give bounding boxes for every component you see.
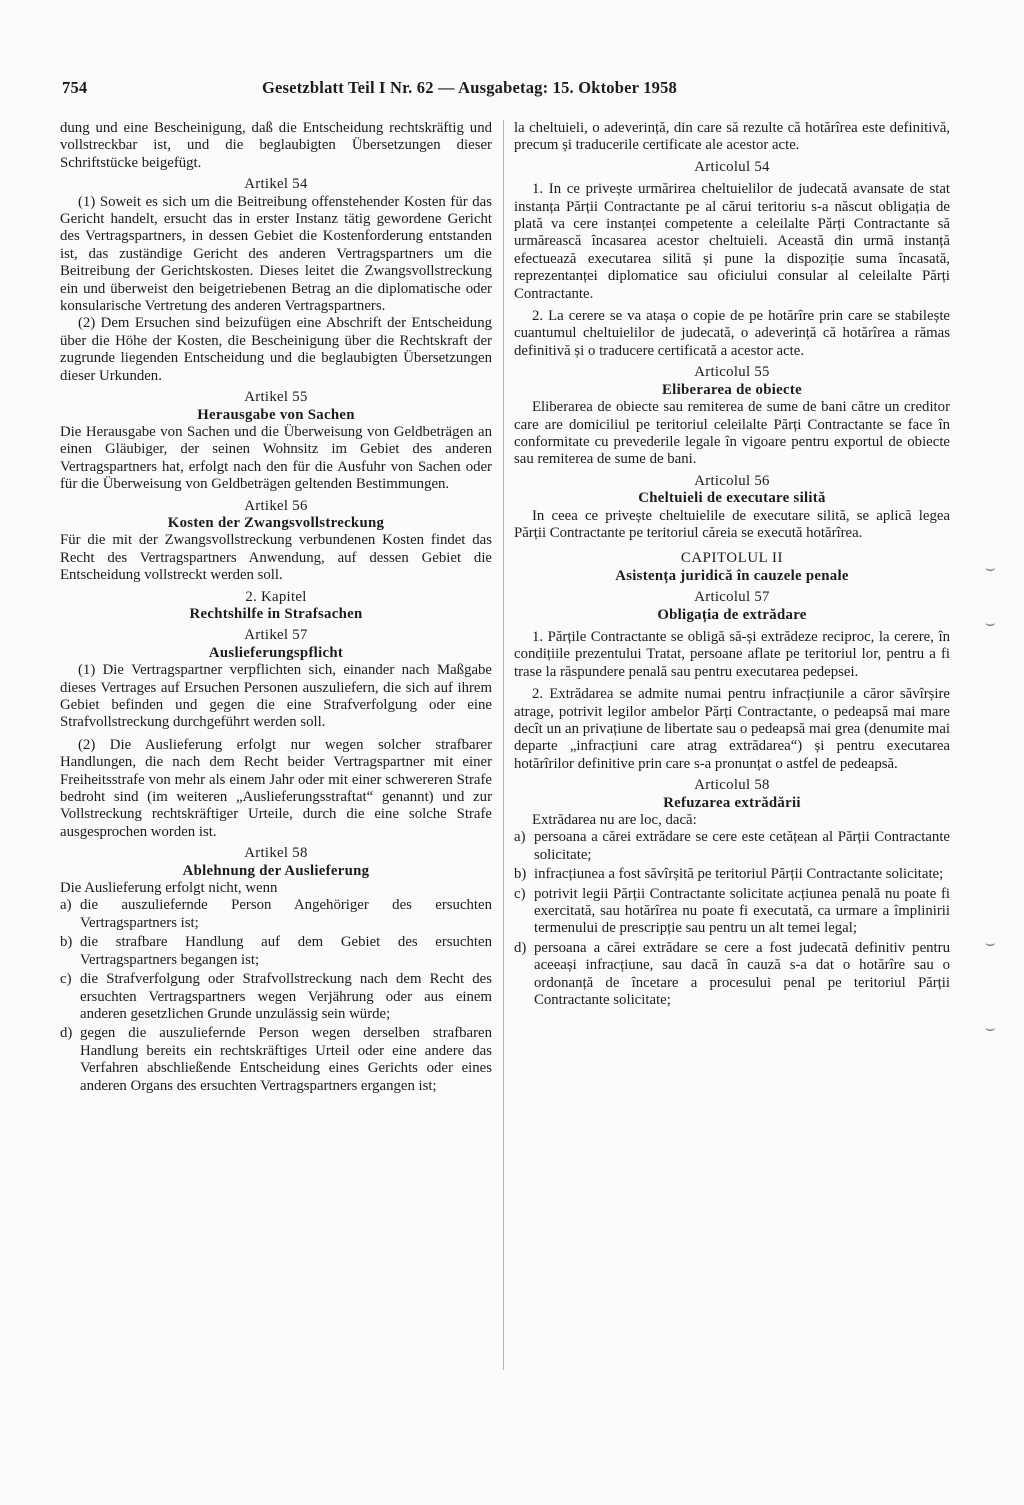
list-item-label: b): [514, 866, 527, 883]
article-57-paragraph-2: 2. Extrădarea se admite numai pentru infracțiunile a căror săvîrșire atrage, potrivit legilor ambelor Părți Contractante, o pedeapsă mai mare decît un an privațiune de libertate sau o pedeapsă mai grea (denumite mai departe „infracțiuni care atrag extrădarea“) și pentru executarea hotărîrilor definitive prin care s-a pronunțat o astfel de pedeapsă.: [514, 686, 950, 772]
article-55-paragraph: Die Herausgabe von Sachen und die Überweisung von Geldbeträgen an einen Gläubiger, der seinen Wohnsitz im Gebiet des anderen Vertragspartners hat, erfolgt nach den für die Ausfuhr von Sachen oder für die Überweisung von Geldbeträgen geltenden Bestimmungen.: [60, 423, 492, 493]
article-56-subtitle: Cheltuieli de executare silită: [638, 490, 826, 507]
article-58-subtitle: Ablehnung der Auslieferung: [182, 862, 370, 879]
list-item-label: a): [514, 829, 526, 846]
chapter-2-title: CAPITOLUL II: [680, 550, 784, 567]
article-54-paragraph-1: (1) Soweit es sich um die Beitreibung offenstehender Kosten für das Gericht handelt, ersucht das in erster Instanz tätig gewordene Gericht des Vertragspartners, in dessen Gebiet die Kostenforderung entstanden ist, das zuständige Gericht des anderen Vertragspartners um die Beitreibung der Gerichtskosten. Dieses leitet die Zwangsvollstreckung ein und überweist den beigetriebenen Betrag an die diplomatische oder konsularische Vertretung des anderen Vertragspartners.: [60, 193, 492, 315]
article-57-paragraph-1: (1) Die Vertragspartner verpflichten sich, einander nach Maßgabe dieses Vertrages auf Ersuchen Personen auszuliefern, die sich auf ihrem Gebiet befinden und gegen die eine Strafverfolgung oder eine Strafvollstreckung durchgeführt werden soll.: [60, 662, 492, 731]
article-55-subtitle: Eliberarea de obiecte: [662, 381, 802, 398]
running-title: Gesetzblatt Teil I Nr. 62 — Ausgabetag: 15. Oktober 1958: [262, 78, 677, 97]
list-item-text: die auszuliefernde Person Angehöriger des ersuchten Vertragspartners ist;: [80, 897, 492, 931]
article-54-title: Articolul 54: [694, 158, 770, 175]
article-54-paragraph-2: 2. La cerere se va atașa o copie de pe hotărîre prin care se stabilește cuantumul cheltuielilor de judecată, o adeverință că hotărîrea a rămas definitivă și o traducere certificată a acestor acte.: [514, 308, 950, 359]
list-item-text: potrivit legii Părții Contractante solicitate acțiunea penală nu poate fi exercitată, sau hotărîrea nu poate fi executată, ca urmare a împlinirii termenului de prescripție sau pentru un alt temei legal;: [534, 885, 950, 937]
article-58-subtitle: Refuzarea extrădării: [663, 794, 801, 811]
page-number: 754: [62, 78, 88, 97]
list-item-label: d): [514, 939, 527, 956]
list-item: [60, 1025, 492, 1095]
article-54-paragraph-2: (2) Dem Ersuchen sind beizufügen eine Abschrift der Entscheidung über die Höhe der Kosten, die Bescheinigung über die Rechtskraft der zugrunde liegenden Entscheidung und die beglaubigten Übersetzungen dieser Urkunden.: [60, 315, 492, 384]
article-58-title: Articolul 58: [694, 777, 770, 794]
list-item: [60, 934, 492, 969]
list-item-text: die strafbare Handlung auf dem Gebiet des ersuchten Vertragspartners begangen ist;: [80, 934, 492, 968]
list-item-label: c): [60, 971, 72, 988]
list-item: [514, 866, 950, 883]
intro-paragraph: dung und eine Bescheinigung, daß die Entscheidung rechtskräftig und vollstreckbar ist, und die beglaubigten Übersetzungen dieser Schriftstücke beigefügt.: [60, 120, 492, 171]
article-55-subtitle: Herausgabe von Sachen: [197, 406, 355, 423]
margin-mark: ⌣: [985, 560, 996, 577]
article-58-title: Artikel 58: [244, 845, 308, 862]
list-item-label: a): [60, 897, 72, 914]
list-item: [60, 971, 492, 1023]
list-item: [60, 897, 492, 932]
article-57-paragraph-2: (2) Die Auslieferung erfolgt nur wegen solcher strafbarer Handlungen, die nach dem Recht beider Vertragspartner mit einer Freiheitsstrafe von mehr als einem Jahr oder mit einer schwereren Strafe bedroht sind (im weiteren „Auslieferungsstraftat“ genannt) und zur Vollstreckung rechtskräftiger Urteile, durch die eine solche Strafe ausgesprochen worden ist.: [60, 736, 492, 840]
article-56-paragraph: Für die mit der Zwangsvollstreckung verbundenen Kosten findet das Recht des Vertragspartners Anwendung, auf dessen Gebiet die Entscheidung vollstreckt werden soll.: [60, 532, 492, 584]
german-column: [60, 120, 492, 1097]
article-54-paragraph-1: 1. In ce privește urmărirea cheltuielilor de judecată avansate de stat instanța Părții Contractante pe al cărui teritoriu s-a născut obligația de plată va cere instanței competente a celeilalte Părți Contractante să urmărească încasarea acestor cheltuieli. Această din urmă instanță efectuează executarea silită și pune la dispoziție suma încasată, reprezentanței diplomatice sau oficiului consular al celeilalte Părți Contractante.: [514, 181, 950, 302]
list-item-text: gegen die auszuliefernde Person wegen derselben strafbaren Handlung bereits ein rechtskräftiges Urteil oder eine andere das Verfahren abschließende Entscheidung eines Gerichts oder eines anderen Organs des ersuchten Vertragspartners ergangen ist;: [80, 1025, 492, 1094]
article-56-title: Artikel 56: [244, 497, 308, 514]
margin-mark: ⌣: [985, 615, 996, 632]
article-58-lead: Extrădarea nu are loc, dacă:: [532, 812, 697, 829]
article-55-paragraph: Eliberarea de obiecte sau remiterea de sume de bani către un creditor care are domiciliul pe teritoriul celeilalte Părți Contractante se face în conformitate cu prevederile legale în vigoare pentru exportul de obiecte sau remiterea de sume de bani.: [514, 399, 950, 468]
list-item-text: persoana a cărei extrădare se cere este cetățean al Părții Contractante solicitate;: [534, 829, 950, 863]
chapter-2-subtitle: Asistența juridică în cauzele penale: [615, 567, 849, 584]
margin-mark: ⌣: [985, 935, 996, 952]
article-57-title: Artikel 57: [244, 627, 308, 644]
margin-mark: ⌣: [985, 1020, 996, 1037]
intro-paragraph: la cheltuieli, o adeverință, din care să rezulte că hotărîrea este definitivă, precum și traducerile certificate ale acestor acte.: [514, 120, 950, 154]
list-item: [514, 886, 950, 938]
article-55-title: Articolul 55: [694, 364, 770, 381]
page-header: [62, 78, 942, 102]
list-item-label: d): [60, 1025, 73, 1042]
list-item-label: b): [60, 934, 73, 951]
list-item: [514, 829, 950, 864]
list-item-text: infracțiunea a fost săvîrșită pe teritoriul Părții Contractante solicitate;: [534, 866, 944, 883]
chapter-2-subtitle: Rechtshilfe in Strafsachen: [189, 605, 363, 622]
article-58-lead: Die Auslieferung erfolgt nicht, wenn: [60, 880, 278, 897]
list-item-label: c): [514, 885, 526, 902]
list-item: [514, 940, 950, 1010]
article-55-title: Artikel 55: [244, 389, 308, 406]
list-item-text: persoana a cărei extrădare se cere a fost judecată definitiv pentru aceeași infracțiune, sau dacă în cauză s-a dat o hotărîre sau o ordonanță de încetare a procesului penal pe teritoriul Părții Contractante solicitate;: [534, 939, 950, 1009]
article-56-subtitle: Kosten der Zwangsvollstreckung: [167, 514, 385, 531]
article-57-paragraph-1: 1. Părțile Contractante se obligă să-și extrădeze reciproc, la cerere, în condițiile prezentului Tratat, persoane aflate pe teritoriul lor, pentru a fi trase la răspundere penală sau pentru executarea pedepsei.: [514, 628, 950, 680]
romanian-column: [514, 120, 950, 1012]
column-divider: [503, 120, 504, 1370]
article-54-title: Artikel 54: [244, 176, 308, 193]
article-57-subtitle: Obligația de extrădare: [657, 606, 807, 623]
article-57-subtitle: Auslieferungspflicht: [208, 644, 344, 661]
article-56-paragraph: In ceea ce privește cheltuielile de executare silită, se aplică legea Părții Contractante pe teritoriul căreia se execută hotărîrea.: [514, 507, 950, 541]
article-57-title: Articolul 57: [694, 589, 770, 606]
chapter-2-title: 2. Kapitel: [245, 588, 307, 605]
article-56-title: Articolul 56: [694, 472, 770, 489]
list-item-text: die Strafverfolgung oder Strafvollstreckung nach dem Recht des ersuchten Vertragspartners wegen Verjährung oder aus einem anderen gesetzlichen Grunde unzulässig sein würde;: [80, 971, 492, 1022]
